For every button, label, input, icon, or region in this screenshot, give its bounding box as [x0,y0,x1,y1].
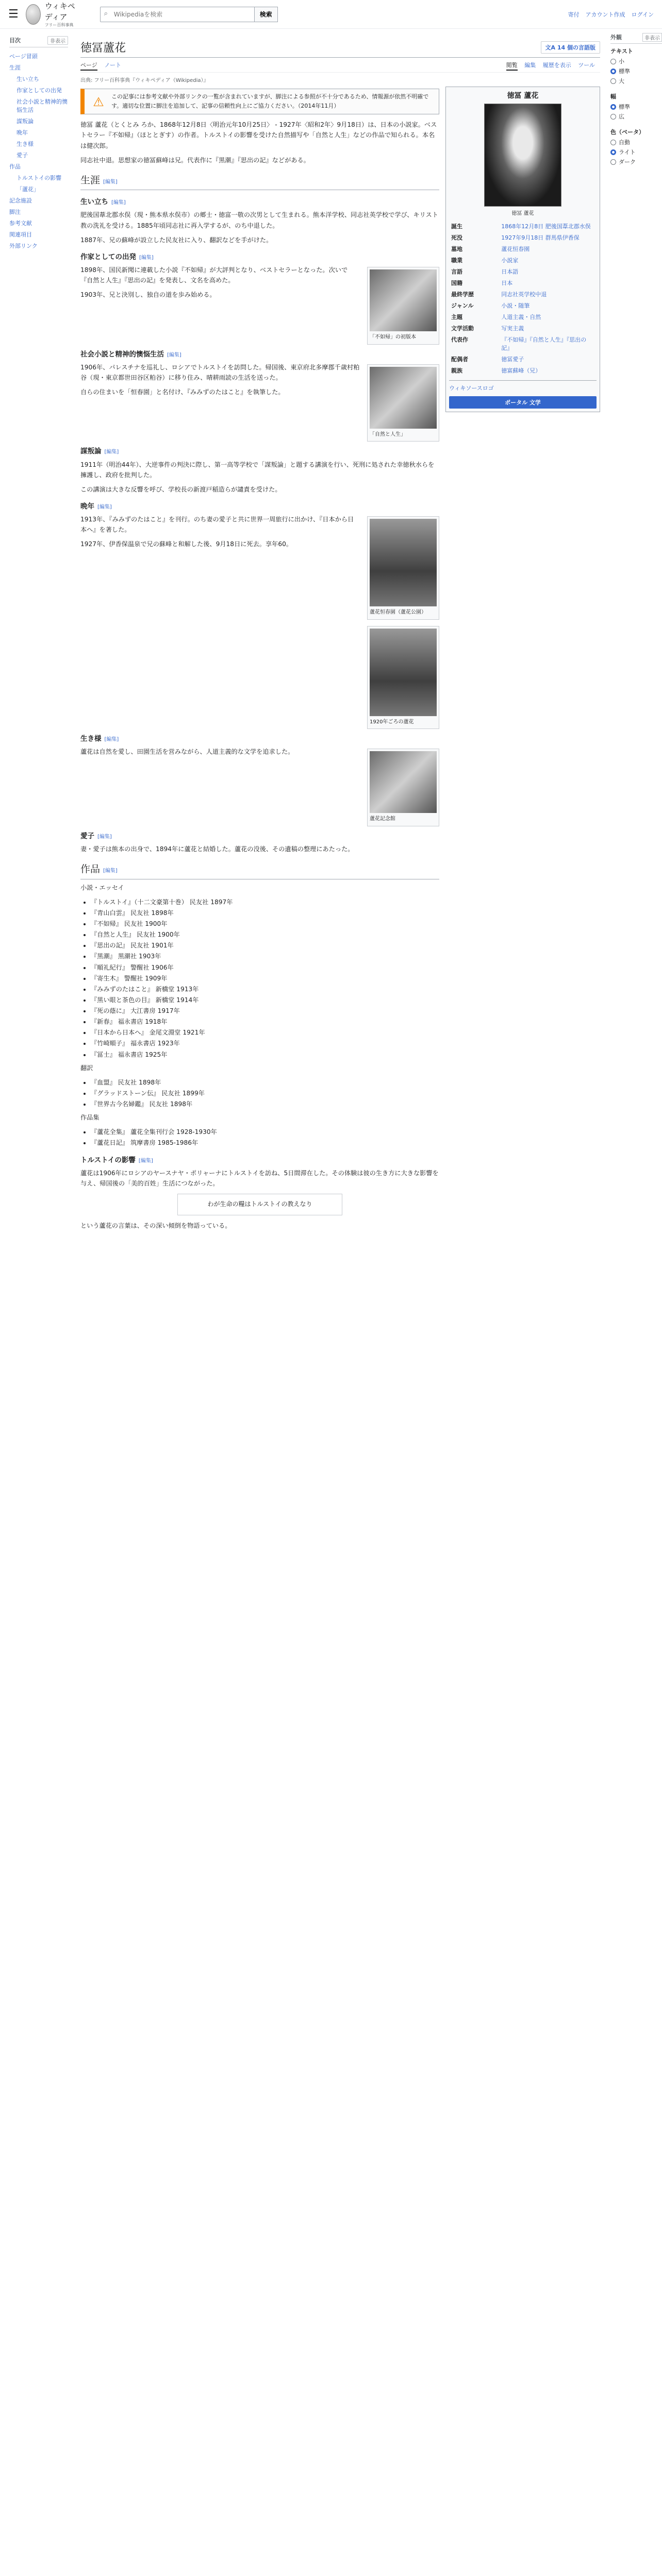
toc-item[interactable]: 脚注 [9,209,21,215]
radio-icon[interactable] [610,69,616,74]
infobox-key: 死没 [451,234,462,241]
tab-read[interactable]: 閲覧 [506,62,518,71]
section-heading-social: 社会小説と精神的懊悩生活 [編集] [80,350,181,359]
portrait-image[interactable] [484,104,561,207]
search-icon: ⌕ [104,9,108,18]
infobox-table [449,221,597,376]
radio-option[interactable] [610,77,662,85]
from-line: 出典: フリー百科事典『ウィキペディア（Wikipedia）』 [80,78,209,83]
section-heading-works: 作品 [編集] [80,861,439,879]
paragraph: という蘆花の言葉は、その深い傾倒を物語っている。 [80,1222,231,1229]
list-item: • 『蘆花全集』 蘆花全集刊行会 1928-1930年 [91,1127,439,1137]
text-size-label: テキスト [610,48,633,55]
section-heading-tolstoy: トルストイの影響 [編集] [80,1156,153,1164]
infobox-row [449,232,597,243]
infobox-row [449,243,597,255]
infobox-value[interactable]: 写実主義 [501,325,524,332]
notice-text: この記事には参考文献や外部リンクの一覧が含まれていますが、脚注による参照が不十分であるため、情報源が依然不明確です。適切な位置に脚注を追加して、記事の信頼性向上にご協力ください。（2014年11月） [111,93,429,110]
donate-link[interactable]: 寄付 [568,11,580,18]
infobox-value[interactable]: 小説家 [501,257,519,264]
section-heading-birth: 生い立ち [編集] [80,198,126,207]
translations-list [80,1077,439,1109]
search-input[interactable] [100,7,255,22]
create-account-link[interactable]: アカウント作成 [585,11,625,18]
list-item: • 『日本から日本へ』 金尾文淵堂 1921年 [91,1027,439,1038]
section-heading-treason: 謀叛論 [編集] [80,447,119,456]
list-item: • 『蘆花日記』 筑摩書房 1985-1986年 [91,1138,439,1148]
paragraph: 1903年、兄と決別し、独自の道を歩み始める。 [80,291,216,299]
toc-item[interactable]: 愛子 [16,152,28,159]
toc-item[interactable]: ページ冒頭 [9,53,38,60]
infobox-row [449,323,597,334]
list-item: • 『青山白雲』 民友社 1898年 [91,908,439,918]
infobox-value[interactable]: 小説・随筆 [501,302,530,309]
tab-history[interactable]: 履歴を表示 [542,62,571,69]
wikisource-link[interactable]: ウィキソースロゴ [449,385,494,392]
collections-list [80,1127,439,1148]
radio-option[interactable] [610,138,662,146]
infobox-row [449,255,597,266]
paragraph: 1906年、パレスチナを巡礼し、ロシアでトルストイを訪問した。帰国後、東京府北多摩郡千歳村粕谷（現・東京都世田谷区粕谷）に移り住み、晴耕雨読の生活を送った。 [80,363,360,381]
thumbnail[interactable] [367,267,439,345]
infobox-key: 親族 [451,367,462,374]
infobox-key: 代表作 [451,336,468,343]
infobox-key: 誕生 [451,223,462,230]
edit-link[interactable]: [編集] [139,255,154,261]
logo-title: ウィキペディア [44,2,75,22]
tab-tools[interactable]: ツール [578,62,595,69]
search-form [100,7,278,22]
portal-button[interactable]: ポータル 文学 [449,396,597,409]
toc-item[interactable]: 社会小説と精神的懊悩生活 [16,98,68,113]
infobox-value[interactable]: 同志社英学校中退 [501,291,547,298]
warning-icon: ⚠ [93,95,104,109]
quote-box: わが生命の糧はトルストイの教えなり [177,1194,342,1215]
list-item: • 『新春』 福永書店 1918年 [91,1016,439,1027]
toc-item[interactable]: 記念施設 [9,197,32,204]
logo[interactable] [26,1,82,28]
infobox-key: 国籍 [451,280,462,286]
toc-item[interactable]: 作家としての出発 [16,87,62,94]
toc-item[interactable]: 作品 [9,163,21,170]
infobox-value[interactable]: 『不如帰』『自然と人生』『思出の記』 [501,336,587,351]
edit-link[interactable]: [編集] [138,1158,153,1164]
radio-label: 自動 [619,139,630,146]
section-heading-life: 生涯 [編集] [80,173,439,190]
edit-link[interactable]: [編集] [167,352,181,358]
toc-item[interactable]: 生い立ち [16,76,39,82]
lead-paragraph: 同志社中退。思想家の徳冨蘇峰は兄。代表作に『黒潮』『思出の記』などがある。 [80,156,310,164]
radio-label: 大 [619,78,624,84]
wikipedia-globe-icon [26,4,41,25]
edit-link[interactable]: [編集] [103,179,118,185]
list-item: • 『自然と人生』 民友社 1900年 [91,929,439,940]
infobox-row [449,334,597,353]
language-button[interactable]: 文A 14 個の言語版 [541,41,600,54]
list-item: • 『血盟』 民友社 1898年 [91,1077,439,1088]
radio-icon[interactable] [610,159,616,165]
list-item: • 『死の蔭に』 大江書房 1917年 [91,1006,439,1016]
menu-icon[interactable]: ☰ [8,8,19,21]
paragraph: 妻・愛子は熊本の出身で、1894年に蘆花と結婚した。蘆花の没後、その遺稿の整理にあたった。 [80,845,354,853]
infobox-value[interactable]: 徳冨愛子 [501,356,524,363]
infobox-value[interactable]: 1927年9月18日 群馬県伊香保 [501,234,580,241]
width-label: 幅 [610,93,616,100]
toc-item[interactable]: 関連項目 [9,231,32,238]
page-tabs [80,58,600,73]
infobox-key: 言語 [451,268,462,275]
radio-label: ライト [619,149,636,156]
width-options [610,103,662,121]
header [0,0,662,29]
infobox-row [449,365,597,376]
list-item: • 『不如帰』 民友社 1900年 [91,919,439,929]
main-content [72,29,605,1235]
radio-icon[interactable] [610,140,616,145]
list-item: • 『みみずのたはこと』 新橋堂 1913年 [91,984,439,994]
infobox-key: 墓地 [451,246,462,252]
list-item: • 『冨士』 福永書店 1925年 [91,1049,439,1060]
works-list [80,897,439,1060]
thumbnail-caption: 蘆花恒春園（蘆花公園） [370,609,426,616]
appearance-hide-button[interactable]: 非表示 [642,33,662,42]
edit-link[interactable]: [編集] [104,737,119,743]
collections-subheading: 作品集 [80,1114,100,1122]
thumbnail-caption: 1920年ごろの蘆花 [370,719,414,725]
infobox-value[interactable]: 人道主義・自然 [501,314,541,320]
edit-link[interactable]: [編集] [111,200,126,206]
paragraph: 肥後国葦北郡水俣（現・熊本県水俣市）の郷士・徳富一敬の次男として生まれる。熊本洋学校、同志社英学校で学び、キリスト教の洗礼を受ける。1885年頃同志社に再入学するが、のち中退した。 [80,211,438,229]
infobox-key: 主題 [451,314,462,320]
color-label: 色（ベータ） [610,129,644,135]
toc-item[interactable]: 晩年 [16,129,28,136]
toc-heading: 目次 [9,37,21,44]
thumbnail-image[interactable] [370,269,437,331]
paragraph: 1913年、『みみずのたはこと』を刊行。のち妻の愛子と共に世界一周旅行に出かけ、『日本から日本へ』を著した。 [80,516,354,534]
paragraph: 自らの住まいを「恒春園」と名付け、『みみずのたはこと』を執筆した。 [80,388,285,396]
search-button[interactable]: 検索 [255,7,278,22]
tab-talk[interactable]: ノート [104,62,121,69]
radio-option[interactable] [610,57,662,65]
paragraph: 蘆花は自然を愛し、田園生活を営みながら、人道主義的な文学を追求した。 [80,748,294,756]
section-heading-later: 晩年 [編集] [80,502,112,511]
radio-label: 標準 [619,68,630,75]
infobox-key: ジャンル [451,302,474,309]
toc-item[interactable]: 外部リンク [9,243,38,249]
paragraph: 1911年（明治44年）、大逆事件の判決に際し、第一高等学校で「謀叛論」と題する講演を行い、死刑に処された幸徳秋水らを擁護し、政府を批判した。 [80,461,435,479]
radio-option[interactable] [610,112,662,121]
infobox-row [449,277,597,289]
radio-icon[interactable] [610,114,616,120]
maintenance-notice [80,89,439,114]
edit-link[interactable]: [編集] [97,834,112,840]
infobox-value[interactable]: 1868年12月8日 肥後国葦北郡水俣 [501,223,591,230]
radio-icon[interactable] [610,104,616,110]
works-subheading: 小説・エッセイ [80,884,124,891]
infobox-value[interactable]: 日本語 [501,268,519,275]
infobox-row [449,300,597,311]
edit-link[interactable]: [編集] [104,449,119,455]
thumbnail-image[interactable] [370,751,437,813]
thumbnail[interactable] [367,626,439,730]
page-title: 徳冨蘆花 [80,42,126,55]
thumbnail-caption: 蘆花記念館 [370,816,395,822]
paragraph: 蘆花は1906年にロシアのヤースナヤ・ポリャーナにトルストイを訪ね、5日間滞在した。その体験は彼の生き方に大きな影響を与え、帰国後の「美的百姓」生活につながった。 [80,1169,439,1187]
infobox [445,87,600,412]
infobox-title: 徳冨 蘆花 [507,92,539,100]
toc-sidebar [0,29,72,1235]
user-links [568,10,654,19]
article-body [80,87,439,1235]
paragraph: 1898年、国民新聞に連載した小説『不如帰』が大評判となり、ベストセラーとなった。次いで『自然と人生』『思出の記』を発表し、文名を高めた。 [80,266,348,284]
thumbnail-image[interactable] [370,629,437,716]
edit-link[interactable]: [編集] [103,868,118,874]
infobox-value[interactable]: 日本 [501,280,513,286]
radio-option[interactable] [610,148,662,156]
radio-icon[interactable] [610,59,616,64]
list-item: • 『黒潮』 黒潮社 1903年 [91,951,439,961]
thumbnail[interactable] [367,364,439,442]
list-item: • 『黒い眼と茶色の目』 新橋堂 1914年 [91,995,439,1005]
infobox-key: 最終学歴 [451,291,474,298]
infobox-key: 職業 [451,257,462,264]
radio-label: 小 [619,58,624,65]
thumbnail-image[interactable] [370,367,437,429]
toc-item[interactable]: 「蘆花」 [16,186,39,193]
radio-label: ダーク [619,159,636,165]
list-item: • 『寄生木』 警醒社 1909年 [91,973,439,984]
infobox-value[interactable]: 蘆花恒春園 [501,246,530,252]
lead-paragraph: 徳冨 蘆花（とくとみ ろか、1868年12月8日〈明治元年10月25日〉 - 1927年〈昭和2年〉9月18日）は、日本の小説家。ベストセラー『不如帰』（ほととぎす）の作者。トルストイの影響を受けた自然描写や「自然と人生」などの作品で知られる。本名は健次郎。 [80,121,437,149]
toc-item[interactable]: 謀叛論 [16,118,34,125]
list-item: • 『世界古今名婦鑑』 民友社 1898年 [91,1099,439,1109]
list-item: • 『竹崎順子』 福永書店 1923年 [91,1038,439,1048]
infobox-row [449,353,597,365]
thumbnail-image[interactable] [370,519,437,606]
tab-page[interactable]: ページ [80,62,97,71]
thumbnail[interactable] [367,516,439,620]
infobox-key: 文学活動 [451,325,474,332]
infobox-row [449,289,597,300]
toc-item[interactable]: 生涯 [9,64,21,71]
thumbnail[interactable] [367,749,439,826]
radio-option[interactable] [610,158,662,166]
radio-icon[interactable] [610,149,616,155]
radio-option[interactable] [610,67,662,75]
list-item: • 『グラッドストーン伝』 民友社 1899年 [91,1088,439,1098]
login-link[interactable]: ログイン [631,11,654,18]
list-item: • 『トルストイ』（十二文豪第十巻） 民友社 1897年 [91,897,439,907]
appearance-heading: 外観 [610,34,622,41]
paragraph: 1887年、兄の蘇峰が設立した民友社に入り、翻訳などを手がけた。 [80,236,273,244]
infobox-row [449,311,597,323]
toc-item[interactable]: 生き様 [16,141,34,147]
toc-item[interactable]: 参考文献 [9,220,32,227]
tab-edit[interactable]: 編集 [524,62,536,69]
section-heading-writer: 作家としての出発 [編集] [80,252,154,261]
infobox-row [449,266,597,277]
paragraph: この講演は大きな反響を呼び、学校長の新渡戸稲造らが譴責を受けた。 [80,485,282,493]
list-item: • 『順礼紀行』 警醒社 1906年 [91,962,439,973]
color-options [610,138,662,166]
logo-subtitle: フリー百科事典 [44,23,74,27]
paragraph: 1927年、伊香保温泉で兄の蘇峰と和解した後、9月18日に死去。享年60。 [80,540,293,548]
text-size-options [610,57,662,85]
toc-item[interactable]: トルストイの影響 [16,175,62,181]
portrait-caption: 徳冨 蘆花 [511,211,534,216]
translations-subheading: 翻訳 [80,1064,93,1072]
edit-link[interactable]: [編集] [97,504,112,510]
infobox-row [449,221,597,232]
radio-label: 広 [619,113,624,120]
thumbnail-caption: 「不如帰」の初版本 [370,334,416,341]
radio-icon[interactable] [610,78,616,84]
section-heading-way: 生き様 [編集] [80,735,119,743]
infobox-key: 配偶者 [451,356,468,363]
appearance-panel [605,29,662,1235]
radio-label: 標準 [619,104,630,110]
radio-option[interactable] [610,103,662,111]
section-heading-aiko: 愛子 [編集] [80,832,112,840]
list-item: • 『思出の記』 民友社 1901年 [91,940,439,951]
infobox-value[interactable]: 徳富蘇峰（兄） [501,367,541,374]
toc-list [9,50,68,251]
thumbnail-caption: 「自然と人生」 [370,431,406,437]
toc-hide-button[interactable]: 非表示 [47,36,68,45]
